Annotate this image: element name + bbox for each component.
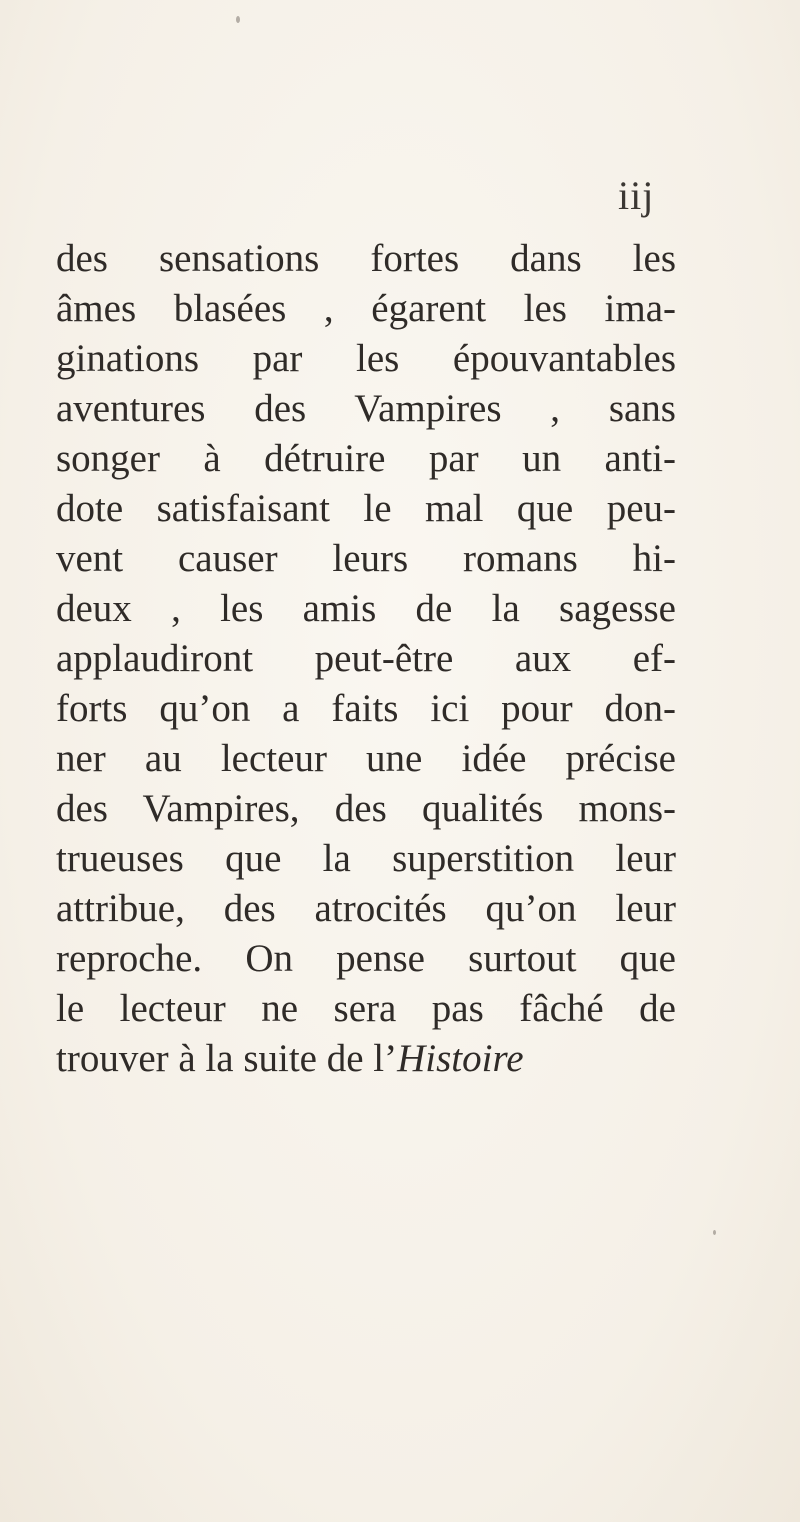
text-line-last-plain: trouver à la suite de l’ (56, 1037, 398, 1080)
text-line: des Vampires, des qualités mons- (56, 787, 676, 830)
text-line: ginations par les épouvantables (56, 337, 676, 380)
text-line: attribue, des atrocités qu’on leur (56, 887, 676, 930)
text-line: trueuses que la superstition leur (56, 837, 676, 880)
text-line: forts qu’on a faits ici pour don- (56, 687, 676, 730)
text-line: aventures des Vampires , sans (56, 387, 676, 430)
text-line: deux , les amis de la sagesse (56, 587, 676, 630)
text-line: âmes blasées , égarent les ima- (56, 287, 676, 330)
body-text (56, 234, 676, 1084)
text-line-last (56, 1034, 676, 1084)
text-line: des sensations fortes dans les (56, 237, 676, 280)
ink-speck (236, 16, 240, 23)
text-line: applaudiront peut-être aux ef- (56, 637, 676, 680)
text-line: reproche. On pense surtout que (56, 937, 676, 980)
text-line: vent causer leurs romans hi- (56, 537, 676, 580)
book-title-italic: Histoire (397, 1037, 524, 1080)
text-line: dote satisfaisant le mal que peu- (56, 487, 676, 530)
text-line: le lecteur ne sera pas fâché de (56, 987, 676, 1030)
text-line: songer à détruire par un anti- (56, 437, 676, 480)
page-number: iij (618, 173, 655, 218)
ink-speck (713, 1230, 716, 1235)
text-line: ner au lecteur une idée précise (56, 737, 676, 780)
